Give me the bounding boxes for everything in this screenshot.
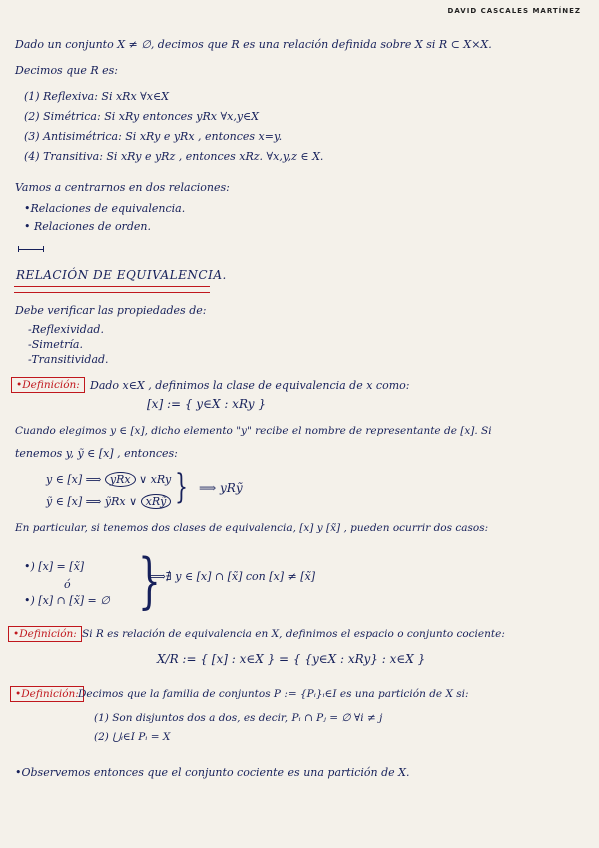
definition-quotient-text: Si R es relación de equivalencia en X, definimos el espacio o conjunto cociente: [82, 628, 505, 640]
cases-result: ⟹∄ y ∈ [x] ∩ [x̃] con [x] ≠ [x̃] [150, 570, 316, 583]
end-of-section-mark [18, 246, 44, 252]
verify-transitivity: -Transitividad. [28, 353, 109, 366]
formula-quotient-set: X/R := { [x] : x∈X } = { {y∈X : xRy} : x∈X } [157, 652, 426, 666]
representative-row-1 [46, 472, 171, 487]
case-disjoint: •) [x] ∩ [x̃] = ∅ [24, 594, 110, 607]
partition-condition-union: (2) ⋃ᵢ∈I Pᵢ = X [94, 731, 171, 743]
section-title: RELACIÓN DE EQUIVALENCIA. [16, 268, 227, 282]
property-antisymmetric: (3) Antisimétrica: Si xRy e yRx , entonces x=y. [24, 130, 283, 143]
partition-condition-disjoint: (1) Son disjuntos dos a dos, es decir, Pᵢ ∩ Pⱼ = ∅ ∀i ≠ j [94, 712, 383, 724]
verify-text: Debe verificar las propiedades de: [15, 304, 207, 317]
case-equal: •) [x] = [x̃] [24, 560, 85, 573]
circled-xRy-tilde: xRỹ [141, 494, 172, 509]
property-reflexive: (1) Reflexiva: Si xRx ∀x∈X [24, 90, 169, 103]
representative-text-cont: tenemos y, ỹ ∈ [x] , entonces: [15, 447, 178, 460]
relation-order: • Relaciones de orden. [24, 220, 151, 233]
circled-yRx: yRx [105, 472, 136, 487]
property-transitive: (4) Transitiva: Si xRy e yRz , entonces xRz. ∀x,y,z ∈ X. [24, 150, 324, 163]
author-name: DAVID CASCALES MARTÍNEZ [447, 7, 581, 15]
property-symmetric: (2) Simétrica: Si xRy entonces yRx ∀x,y∈X [24, 110, 260, 123]
row1-prefix: y ∈ [x] ⟹ [46, 473, 105, 486]
definition-partition-text: Decimos que la familia de conjuntos P := {Pᵢ}ᵢ∈I es una partición de X si: [78, 688, 469, 700]
definition-class-text: Dado x∈X , definimos la clase de equivalencia de x como: [90, 379, 410, 392]
relation-equivalence: •Relaciones de equivalencia. [24, 202, 186, 215]
formula-equivalence-class: [x] := { y∈X : xRy } [147, 397, 267, 411]
representative-text: Cuando elegimos y ∈ [x], dicho elemento "y" recibe el nombre de representante de [x]. Si [15, 425, 492, 437]
verify-symmetry: -Simetría. [28, 338, 83, 351]
definition-label-class: •Definición: [11, 377, 85, 393]
representative-row-2 [46, 494, 171, 509]
definition-label-partition: •Definición: [10, 686, 84, 702]
intro-properties-heading: Decimos que R es: [15, 64, 118, 77]
representative-result: ⟹ yRỹ [199, 481, 243, 495]
definition-label-quotient: •Definición: [8, 626, 82, 642]
verify-reflexivity: -Reflexividad. [28, 323, 104, 336]
focus-text: Vamos a centrarnos en dos relaciones: [15, 181, 230, 194]
row2-prefix: ỹ ∈ [x] ⟹ ỹRx ∨ [46, 495, 141, 508]
case-or: ó [64, 578, 71, 591]
right-brace-large: } [138, 546, 161, 616]
right-brace-small: } [175, 467, 188, 507]
row1-suffix: ∨ xRy [135, 473, 172, 486]
title-underline [14, 286, 210, 287]
intro-definition: Dado un conjunto X ≠ ∅, decimos que R es una relación definida sobre X si R ⊂ X×X. [15, 38, 492, 51]
title-underline-second [14, 292, 210, 293]
closing-observation: •Observemos entonces que el conjunto cociente es una partición de X. [15, 766, 410, 779]
cases-intro: En particular, si tenemos dos clases de equivalencia, [x] y [x̃] , pueden ocurrir dos casos: [15, 522, 489, 534]
